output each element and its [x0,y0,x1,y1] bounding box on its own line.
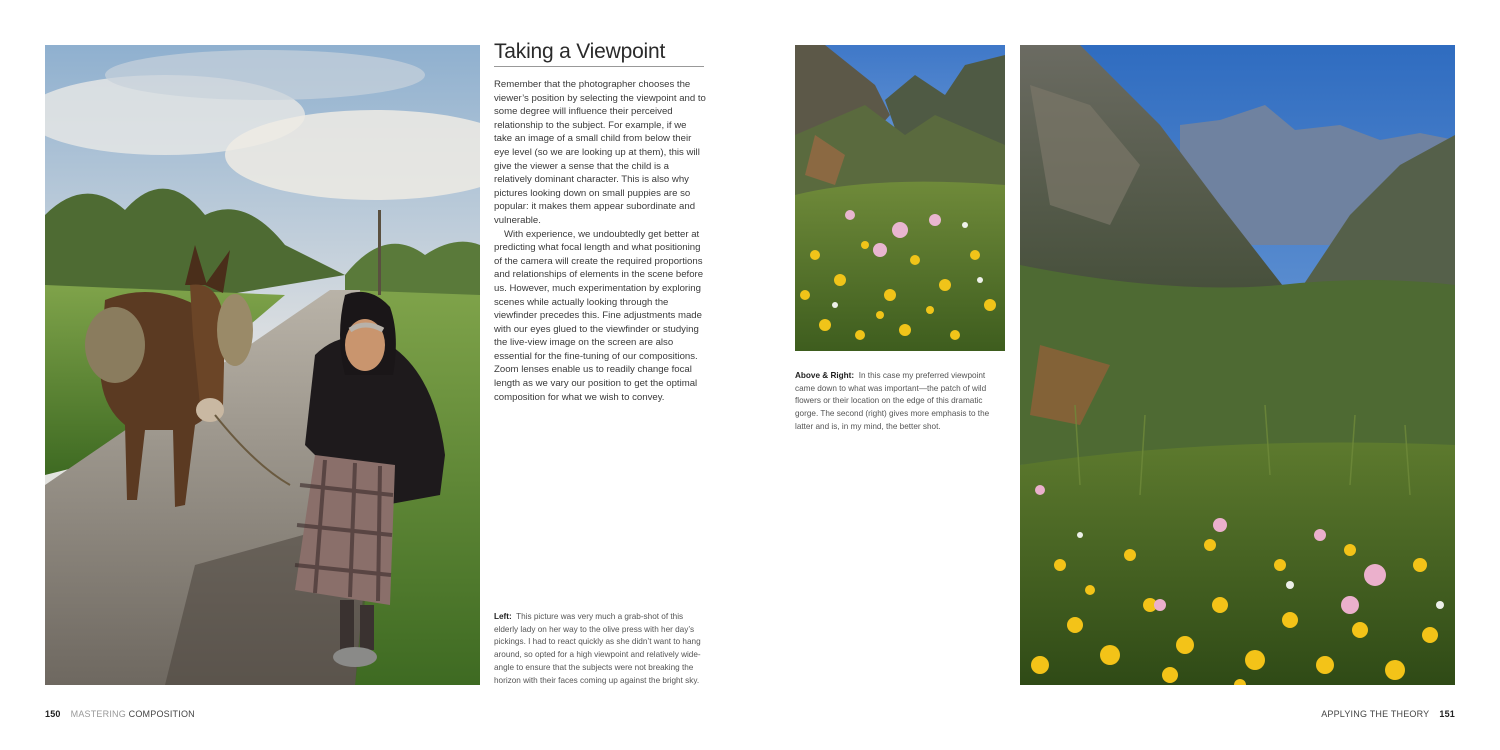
body-paragraph: With experience, we undoubtedly get better at predicting what focal length and what positioning of the camera will create the required proportions and relationships of elements in the scene before us. However, much experimentation by exploring scenes while actually looking through the viewfinder precedes this. Fine adjustments made with our eyes glued to the viewfinder or studying the live-view image on the screen are also essential for the fine-tuning of our compositions. Zoom lenses enable us to readily change focal length as we vary our position to get the optimal composition for what we wish to convey. [494,228,704,403]
caption-text: In this case my preferred viewpoint came down to what was important—the patch of wild flowers or their location on the edge of this dramatic gorge. The second (right) gives more emphasis to the latter and is, in my mind, the better shot. [795,371,990,431]
article-body [494,78,706,404]
left-photo-caption [494,611,706,687]
wildflowers-gorge-photo [795,45,1005,351]
caption-text: This picture was very much a grab-shot of this elderly lady on her way to the olive press with her day’s pickings. I had to react quickly as she didn’t want to hang around, so opted for a high viewpoint and relatively wide-angle to ensure that the subjects were not breaking the horizon with their faces coming up against the bright sky. [494,612,701,685]
caption-lead: Left: [494,612,512,621]
woman-with-donkey-photo [45,45,480,685]
gorge-wildflowers-photo [1020,45,1455,685]
left-page-folio [45,709,195,719]
page-number: 151 [1439,709,1455,719]
caption-lead: Above & Right: [795,371,855,380]
section-title: APPLYING THE THEORY [1321,709,1430,719]
section-title-light: MASTERING [70,709,126,719]
article-heading: Taking a Viewpoint [494,40,704,67]
page-number: 150 [45,709,61,719]
right-photo-caption [795,370,1007,434]
section-title: COMPOSITION [128,709,195,719]
right-page-folio [1321,709,1455,719]
body-paragraph: Remember that the photographer chooses the viewer’s position by selecting the viewpoint and to some degree will influence their perceived relationship to the subject. For example, if we take an image of a small child from below their eye level (so we are looking up at them), this will give the viewer a sense that the child is a relatively dominant character. This is also why pictures looking down on small puppies are so popular: it makes them appear subordinate and vulnerable. [494,79,706,226]
